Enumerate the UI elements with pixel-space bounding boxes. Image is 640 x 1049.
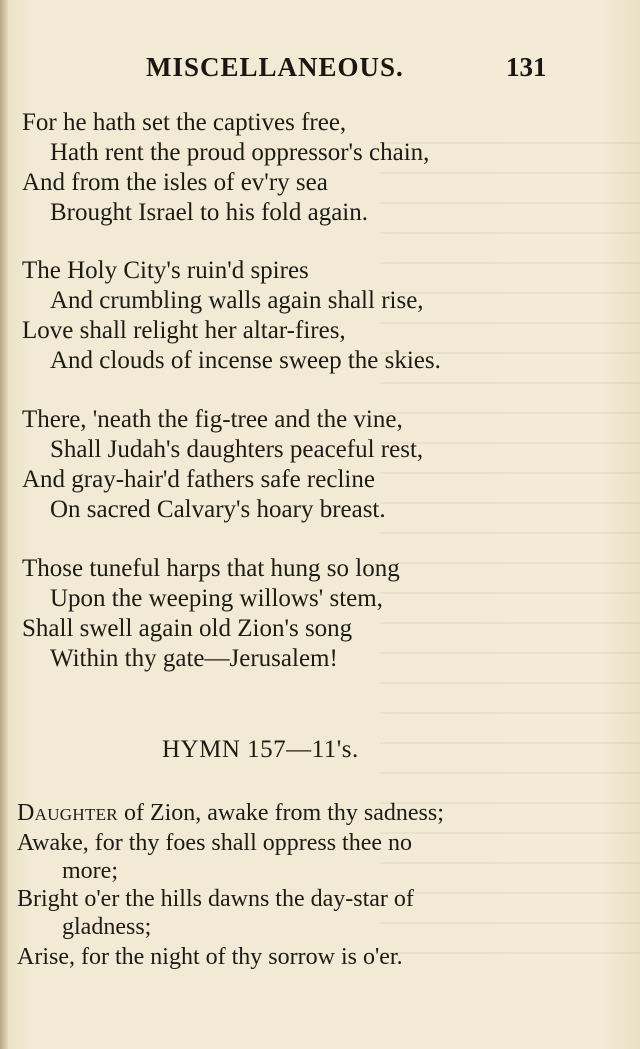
verse-line: Awake, for thy foes shall oppress thee no: [17, 830, 413, 856]
page-spine-shadow: [0, 0, 8, 1049]
hymn-title: HYMN 157—11's.: [162, 736, 359, 763]
first-word-smallcaps: Daughter: [17, 800, 118, 826]
verse-line: Shall swell again old Zion's song: [22, 615, 353, 642]
verse-line: Within thy gate—Jerusalem!: [50, 645, 338, 672]
verse-line-rest: of Zion, awake from thy sadness;: [117, 800, 444, 826]
verse-line: Upon the weeping willows' stem,: [50, 585, 383, 612]
verse-line: gladness;: [62, 914, 152, 940]
verse-line: And crumbling walls again shall rise,: [50, 287, 424, 314]
verse-line: Brought Israel to his fold again.: [50, 199, 368, 226]
verse-line: For he hath set the captives free,: [22, 109, 347, 136]
verse-line: Arise, for the night of thy sorrow is o'er.: [17, 944, 403, 970]
show-through-text: [380, 120, 640, 980]
verse-line: [17, 798, 444, 828]
verse-line: Love shall relight her altar-fires,: [22, 317, 346, 344]
verse-line: There, 'neath the fig-tree and the vine,: [22, 406, 403, 433]
verse-line: more;: [62, 858, 118, 884]
verse-line: Shall Judah's daughters peaceful rest,: [50, 436, 424, 463]
verse-line: Hath rent the proud oppressor's chain,: [50, 139, 430, 166]
page-header: [0, 52, 640, 88]
page-number: 131: [506, 52, 547, 82]
verse-line: And clouds of incense sweep the skies.: [50, 347, 441, 374]
running-head: MISCELLANEOUS.: [146, 52, 404, 82]
verse-line: Bright o'er the hills dawns the day-star of: [17, 886, 414, 912]
verse-line: On sacred Calvary's hoary breast.: [50, 496, 386, 523]
verse-line: Those tuneful harps that hung so long: [22, 555, 400, 582]
verse-line: And from the isles of ev'ry sea: [22, 169, 328, 196]
verse-line: And gray-hair'd fathers safe recline: [22, 466, 375, 493]
verse-line: The Holy City's ruin'd spires: [22, 257, 309, 284]
